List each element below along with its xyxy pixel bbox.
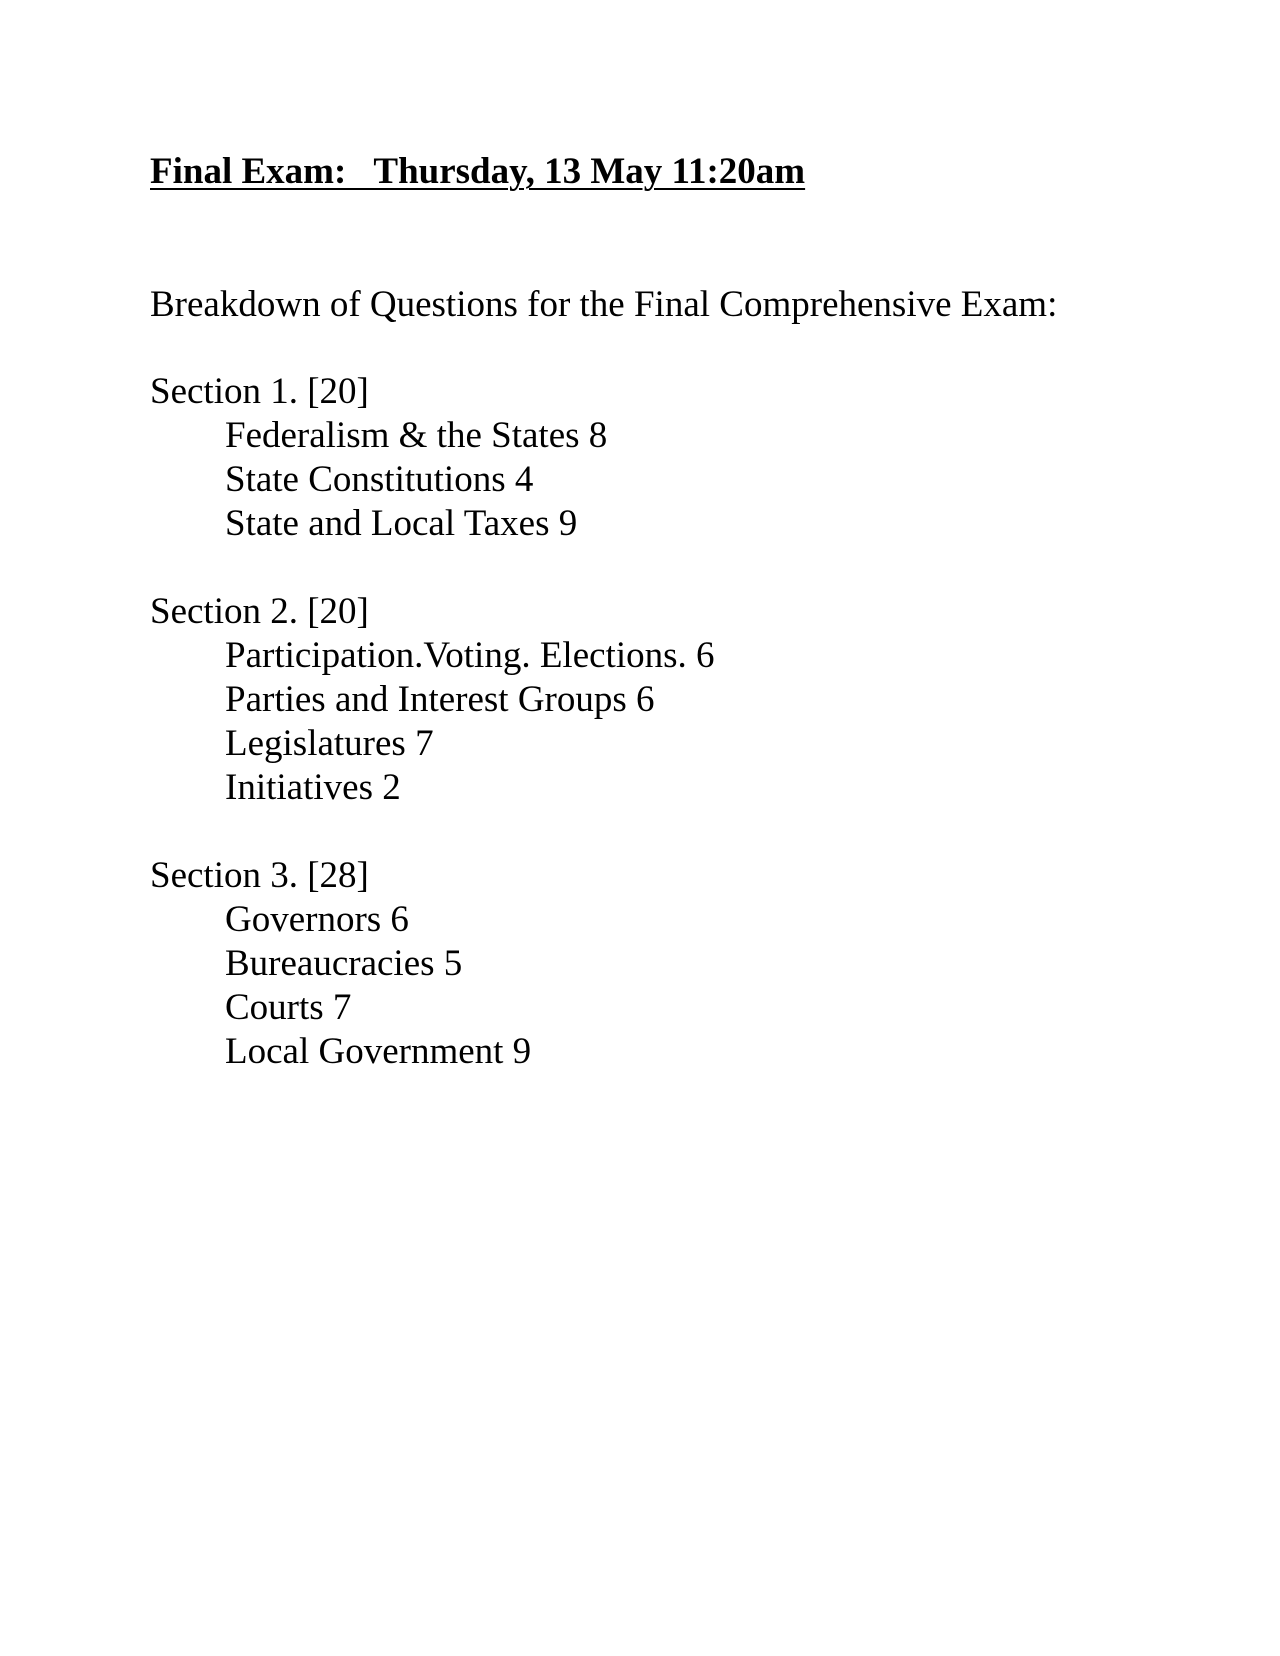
topic-item: State and Local Taxes 9 xyxy=(225,503,578,544)
section-1 xyxy=(150,370,607,546)
topic-item: Initiatives 2 xyxy=(225,767,401,808)
section-3 xyxy=(150,854,531,1074)
topic-item: Local Government 9 xyxy=(225,1031,532,1072)
section-heading: Section 3. [28] xyxy=(150,855,369,896)
section-heading: Section 2. [20] xyxy=(150,591,369,632)
topic-list xyxy=(150,898,531,1074)
topic-item: Parties and Interest Groups 6 xyxy=(225,679,655,720)
section-heading: Section 1. [20] xyxy=(150,371,369,412)
topic-item: Federalism & the States 8 xyxy=(225,415,608,456)
topic-list xyxy=(150,634,715,810)
topic-item: Legislatures 7 xyxy=(225,723,434,764)
section-2 xyxy=(150,590,715,810)
topic-item: Courts 7 xyxy=(225,987,352,1028)
exam-title: Final Exam: Thursday, 13 May 11:20am xyxy=(150,151,806,192)
topic-item: Governors 6 xyxy=(225,899,409,940)
topic-item: State Constitutions 4 xyxy=(225,459,534,500)
topic-item: Participation.Voting. Elections. 6 xyxy=(225,635,715,676)
topic-item: Bureaucracies 5 xyxy=(225,943,463,984)
topic-list xyxy=(150,414,607,546)
intro-text: Breakdown of Questions for the Final Comprehensive Exam: xyxy=(150,284,1058,325)
